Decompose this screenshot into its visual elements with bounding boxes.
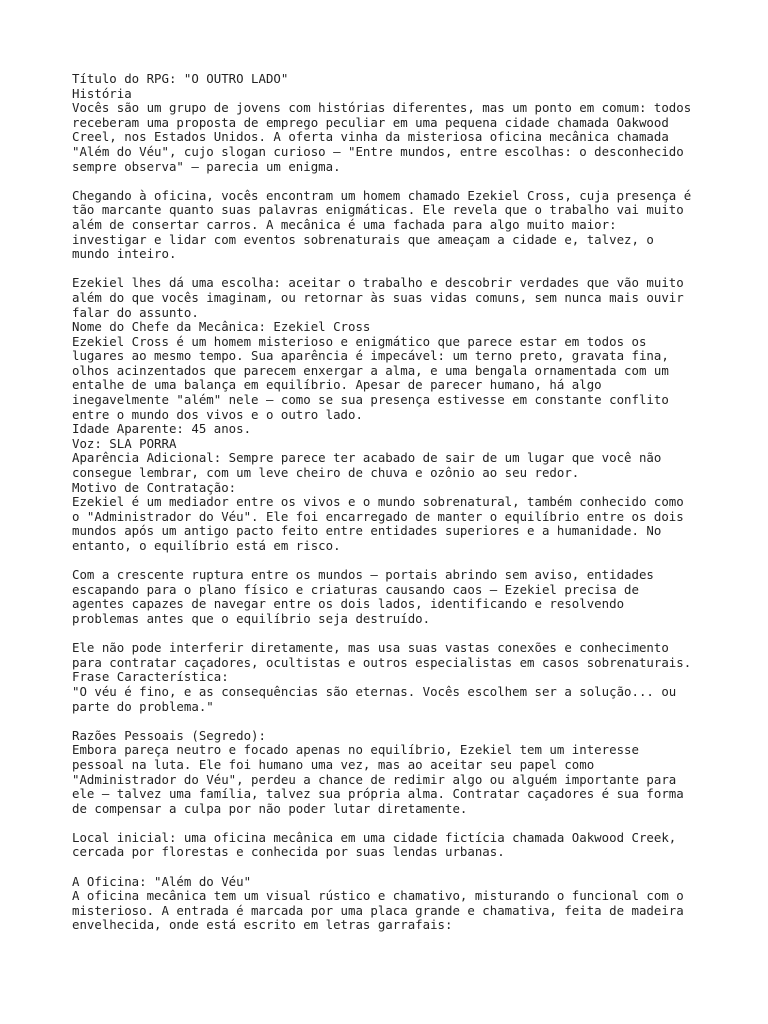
text-line: Voz: SLA PORRA bbox=[72, 435, 177, 451]
paragraph-spacer bbox=[72, 714, 728, 729]
text-line: Idade Aparente: 45 anos. bbox=[72, 421, 252, 437]
text-line: receberam uma proposta de emprego peculiar em uma pequena cidade chamada Oakwood bbox=[72, 114, 669, 130]
text-line: Local inicial: uma oficina mecânica em uma cidade fictícia chamada Oakwood Creek, bbox=[72, 829, 677, 845]
text-line: A Oficina: "Além do Véu" bbox=[72, 873, 252, 889]
text-line: entanto, o equilíbrio está em risco. bbox=[72, 538, 341, 553]
text-line: lugares ao mesmo tempo. Sua aparência é impecável: um terno preto, gravata fina, bbox=[72, 348, 669, 364]
paragraph-spacer bbox=[72, 174, 728, 189]
text-line: falar do assunto. bbox=[72, 304, 199, 320]
text-line: Título do RPG: "O OUTRO LADO" bbox=[72, 71, 289, 86]
text-line: "Além do Véu", cujo slogan curioso — "Entre mundos, entre escolhas: o desconhecido bbox=[72, 143, 684, 159]
text-line: parte do problema." bbox=[72, 698, 214, 714]
text-line: Aparência Adicional: Sempre parece ter acabado de sair de um lugar que você não bbox=[72, 450, 662, 466]
text-line: Razões Pessoais (Segredo): bbox=[72, 727, 266, 743]
text-line: pessoal na luta. Ele foi humano uma vez, mas ao aceitar seu papel como bbox=[72, 756, 595, 772]
text-line: escapando para o plano físico e criaturas causando caos — Ezekiel precisa de bbox=[72, 581, 639, 597]
text-line: Frase Característica: bbox=[72, 669, 229, 685]
paragraph-spacer bbox=[72, 554, 728, 569]
text-line: entre o mundo dos vivos e o outro lado. bbox=[72, 406, 363, 422]
text-line: Ezekiel é um mediador entre os vivos e o mundo sobrenatural, também conhecido como bbox=[72, 494, 684, 510]
text-line: Com a crescente ruptura entre os mundos — portais abrindo sem aviso, entidades bbox=[72, 567, 654, 583]
text-line: problemas antes que o equilíbrio seja destruído. bbox=[72, 610, 431, 626]
text-line: cercada por florestas e conhecida por suas lendas urbanas. bbox=[72, 844, 505, 860]
text-line: ele — talvez uma família, talvez sua própria alma. Contratar caçadores é sua forma bbox=[72, 786, 684, 802]
text-line: investigar e lidar com eventos sobrenaturais que ameaçam a cidade e, talvez, o bbox=[72, 231, 654, 247]
text-line: Ezekiel lhes dá uma escolha: aceitar o trabalho e descobrir verdades que vão muito bbox=[72, 275, 684, 291]
text-line: para contratar caçadores, ocultistas e outros especialistas em casos sobrenaturais. bbox=[72, 654, 692, 670]
text-line: olhos acinzentados que parecem enxergar a alma, e uma bengala ornamentada com um bbox=[72, 362, 669, 378]
text-line: "Administrador do Véu", perdeu a chance de redimir algo ou alguém importante para bbox=[72, 771, 677, 787]
text-line: sempre observa" — parecia um enigma. bbox=[72, 158, 341, 174]
text-line: Creel, nos Estados Unidos. A oferta vinha da misteriosa oficina mecânica chamada bbox=[72, 129, 669, 145]
paragraph-spacer bbox=[72, 816, 728, 831]
paragraph-spacer bbox=[72, 262, 728, 277]
text-line: além de consertar carros. A mecânica é uma fachada para algo muito maior: bbox=[72, 216, 617, 232]
text-line: o "Administrador do Véu". Ele foi encarregado de manter o equilíbrio entre os dois bbox=[72, 508, 684, 524]
text-line: Ezekiel Cross é um homem misterioso e enigmático que parece estar em todos os bbox=[72, 333, 647, 349]
text-line: entalhe de uma balança em equilíbrio. Apesar de parecer humano, há algo bbox=[72, 377, 602, 393]
text-line: misterioso. A entrada é marcada por uma placa grande e chamativa, feita de madeira bbox=[72, 902, 684, 918]
text-line: História bbox=[72, 85, 132, 101]
text-line: tão marcante quanto suas palavras enigmáticas. Ele revela que o trabalho vai muito bbox=[72, 202, 684, 218]
paragraph-spacer bbox=[72, 627, 728, 642]
text-line: consegue lembrar, com um leve cheiro de chuva e ozônio ao seu redor. bbox=[72, 465, 580, 481]
text-line: além do que vocês imaginam, ou retornar às suas vidas comuns, sem nunca mais ouvir bbox=[72, 289, 684, 305]
text-line: Vocês são um grupo de jovens com histórias diferentes, mas um ponto em comum: todos bbox=[72, 100, 692, 116]
text-line: A oficina mecânica tem um visual rústico e chamativo, misturando o funcional com o bbox=[72, 888, 684, 904]
text-line: Nome do Chefe da Mecânica: Ezekiel Cross bbox=[72, 319, 371, 335]
text-line: mundo inteiro. bbox=[72, 246, 177, 262]
text-line: mundos após um antigo pacto feito entre entidades superiores e a humanidade. No bbox=[72, 523, 662, 539]
text-line: envelhecida, onde está escrito em letras garrafais: bbox=[72, 917, 453, 933]
text-line: "O véu é fino, e as consequências são eternas. Vocês escolhem ser a solução... ou bbox=[72, 683, 677, 699]
text-line: Motivo de Contratação: bbox=[72, 479, 237, 495]
text-line: Ele não pode interferir diretamente, mas usa suas vastas conexões e conhecimento bbox=[72, 640, 669, 656]
text-line: agentes capazes de navegar entre os dois lados, identificando e resolvendo bbox=[72, 596, 625, 612]
paragraph-spacer bbox=[72, 860, 728, 875]
text-line: Chegando à oficina, vocês encontram um homem chamado Ezekiel Cross, cuja presença é bbox=[72, 187, 692, 203]
text-line: inegavelmente "além" nele — como se sua presença estivesse em constante conflito bbox=[72, 392, 669, 408]
text-line: de compensar a culpa por não poder lutar diretamente. bbox=[72, 800, 468, 816]
text-line: Embora pareça neutro e focado apenas no equilíbrio, Ezekiel tem um interesse bbox=[72, 742, 639, 758]
